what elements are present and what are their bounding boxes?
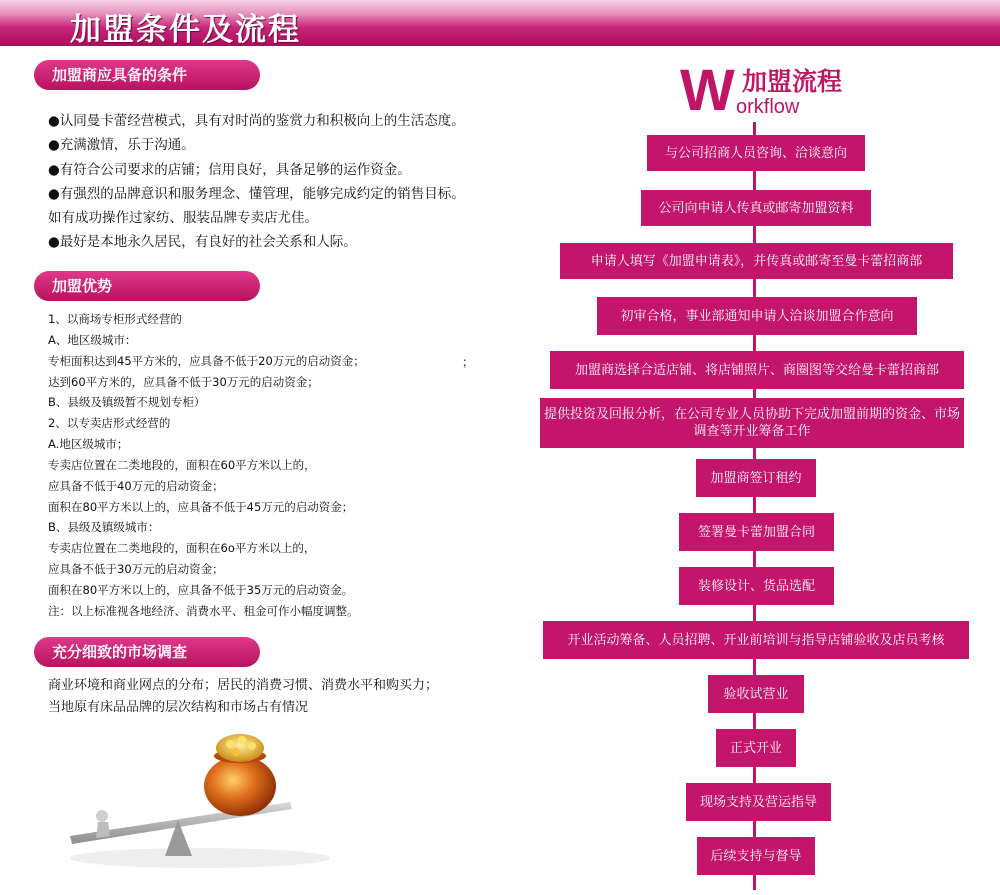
workflow-step: 与公司招商人员咨询、洽谈意向	[647, 135, 865, 171]
workflow-step: 加盟商选择合适店铺、将店铺照片、商圈图等交给曼卡蕾招商部	[550, 351, 964, 389]
advantage-line: 面积在80平方米以上的，应具备不低于35万元的启动资金。	[48, 582, 354, 597]
condition-line: 如有成功操作过家纺、服装品牌专卖店尤佳。	[48, 210, 318, 227]
workflow-logo-letter: W	[680, 58, 735, 123]
workflow-step: 签署曼卡蕾加盟合同	[679, 513, 834, 551]
workflow-connector	[753, 122, 756, 890]
advantage-line: 面积在80平方米以上的，应具备不低于45万元的启动资金；	[48, 499, 354, 514]
advantages-list	[48, 309, 365, 622]
page-title: 加盟条件及流程	[70, 12, 301, 48]
workflow-step: 后续支持与督导	[697, 837, 815, 875]
workflow-step: 加盟商签订租约	[696, 459, 816, 497]
advantage-line: B、县级及镇级暂不规划专柜）	[48, 395, 206, 410]
workflow-step: 开业活动筹备、人员招聘、开业前培训与指导店铺验收及店员考核	[543, 621, 969, 659]
conditions-list	[48, 109, 465, 255]
workflow-step: 现场支持及营运指导	[686, 783, 831, 821]
advantage-line: B、县级及镇级城市：	[48, 520, 160, 535]
market-line: 商业环境和商业网点的分布；居民的消费习惯、消费水平和购买力；	[48, 678, 439, 693]
workflow-step: 申请人填写《加盟申请表》，并传真或邮寄至曼卡蕾招商部	[560, 243, 953, 279]
advantage-line: 专柜面积达到45平方米的，应具备不低于20万元的启动资金；	[48, 353, 365, 368]
stray-semicolon: ；	[462, 355, 475, 369]
workflow-step: 验收试营业	[708, 675, 804, 713]
workflow-step: 装修设计、货品选配	[679, 567, 834, 605]
gold-pot-illustration	[60, 728, 340, 878]
advantages-heading: 加盟优势	[34, 271, 260, 301]
market-list	[48, 675, 438, 719]
advantage-line: 达到60平方米的，应具备不低于30万元的启动资金；	[48, 374, 319, 389]
workflow-title-cn: 加盟流程	[742, 67, 843, 96]
condition-line: ●充满激情，乐于沟通。	[48, 137, 195, 154]
advantage-line: 注：以上标准视各地经济、消费水平、租金可作小幅度调整。	[48, 603, 359, 618]
conditions-heading: 加盟商应具备的条件	[34, 60, 260, 90]
advantage-line: A.地区级城市；	[48, 437, 129, 452]
workflow-step: 提供投资及回报分析，在公司专业人员协助下完成加盟前期的资金、市场调查等开业筹备工作	[540, 398, 964, 448]
page-header	[0, 0, 1000, 46]
workflow-step: 公司向申请人传真或邮寄加盟资料	[641, 190, 871, 226]
market-heading: 充分细致的市场调查	[34, 637, 260, 667]
advantage-line: 专卖店位置在二类地段的，面积在60平方米以上的，	[48, 457, 316, 472]
advantage-line: 1、以商场专柜形式经营的	[48, 312, 182, 326]
workflow-logo	[680, 58, 880, 123]
condition-line: ●最好是本地永久居民，有良好的社会关系和人际。	[48, 234, 357, 251]
advantage-line: A、地区级城市：	[48, 332, 137, 347]
workflow-step: 正式开业	[716, 729, 796, 767]
market-line: 当地原有床品品牌的层次结构和市场占有情况	[48, 700, 309, 715]
advantage-line: 2、以专卖店形式经营的	[48, 416, 171, 431]
workflow-step: 初审合格，事业部通知申请人洽谈加盟合作意向	[597, 297, 917, 335]
advantage-line: 应具备不低于30万元的启动资金；	[48, 562, 224, 577]
condition-line: ●有强烈的品牌意识和服务理念、懂管理，能够完成约定的销售目标。	[48, 185, 465, 202]
advantage-line: 应具备不低于40万元的启动资金；	[48, 478, 224, 493]
condition-line: ●有符合公司要求的店铺；信用良好，具备足够的运作资金。	[48, 161, 411, 178]
advantage-line: 专卖店位置在二类地段的，面积在6o平方米以上的，	[48, 541, 316, 556]
condition-line: ●认同曼卡蕾经营模式，具有对时尚的鉴赏力和积极向上的生活态度。	[48, 113, 465, 129]
workflow-title-en: orkflow	[736, 96, 800, 118]
